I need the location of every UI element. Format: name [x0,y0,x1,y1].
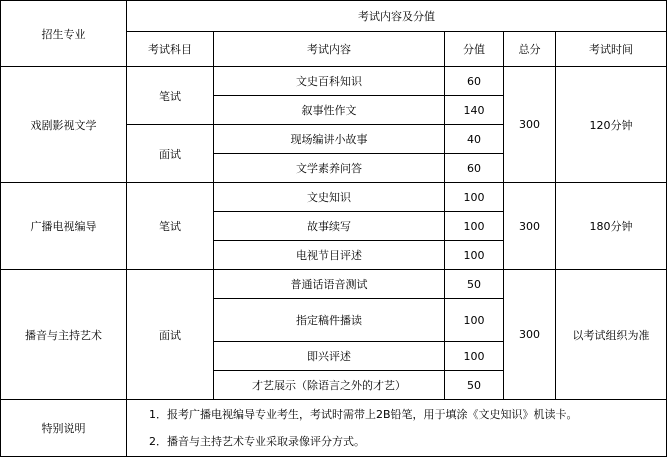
header-time: 考试时间 [556,32,667,67]
major-name: 广播电视编导 [1,183,127,270]
table-row [1,270,667,299]
major-name: 戏剧影视文学 [1,67,127,183]
score-cell: 100 [445,299,504,342]
content-cell: 现场编讲小故事 [214,125,445,154]
total-cell: 300 [504,67,556,183]
note-item: 2．播音与主持艺术专业采取录像评分方式。 [149,435,365,448]
subject-name: 面试 [127,270,214,400]
content-cell: 才艺展示（除语言之外的才艺） [214,371,445,400]
subject-name: 笔试 [127,67,214,125]
header-content: 考试内容 [214,32,445,67]
content-cell: 文史百科知识 [214,67,445,96]
score-cell: 100 [445,342,504,371]
header-score: 分值 [445,32,504,67]
header-exam-content-group: 考试内容及分值 [127,1,667,32]
content-cell: 即兴评述 [214,342,445,371]
table-row [1,67,667,96]
notes-label: 特别说明 [1,400,127,457]
header-row-1 [1,1,667,32]
content-cell: 文史知识 [214,183,445,212]
content-cell: 指定稿件播读 [214,299,445,342]
notes-row [1,400,667,457]
subject-name: 笔试 [127,183,214,270]
content-cell: 普通话语音测试 [214,270,445,299]
content-cell: 文学素养问答 [214,154,445,183]
score-cell: 100 [445,183,504,212]
content-cell: 叙事性作文 [214,96,445,125]
score-cell: 50 [445,371,504,400]
time-cell: 以考试组织为准 [556,270,667,400]
header-major: 招生专业 [1,1,127,67]
total-cell: 300 [504,183,556,270]
total-cell: 300 [504,270,556,400]
major-name: 播音与主持艺术 [1,270,127,400]
score-cell: 60 [445,67,504,96]
notes-content [127,400,667,457]
time-cell: 120分钟 [556,67,667,183]
content-cell: 电视节目评述 [214,241,445,270]
header-subject: 考试科目 [127,32,214,67]
subject-name: 面试 [127,125,214,183]
time-cell: 180分钟 [556,183,667,270]
score-cell: 40 [445,125,504,154]
content-cell: 故事续写 [214,212,445,241]
score-cell: 140 [445,96,504,125]
header-total: 总分 [504,32,556,67]
table-row [1,183,667,212]
note-item: 1．报考广播电视编导专业考生，考试时需带上2B铅笔，用于填涂《文史知识》机读卡。 [149,408,578,421]
score-cell: 100 [445,241,504,270]
score-cell: 60 [445,154,504,183]
score-cell: 50 [445,270,504,299]
score-cell: 100 [445,212,504,241]
